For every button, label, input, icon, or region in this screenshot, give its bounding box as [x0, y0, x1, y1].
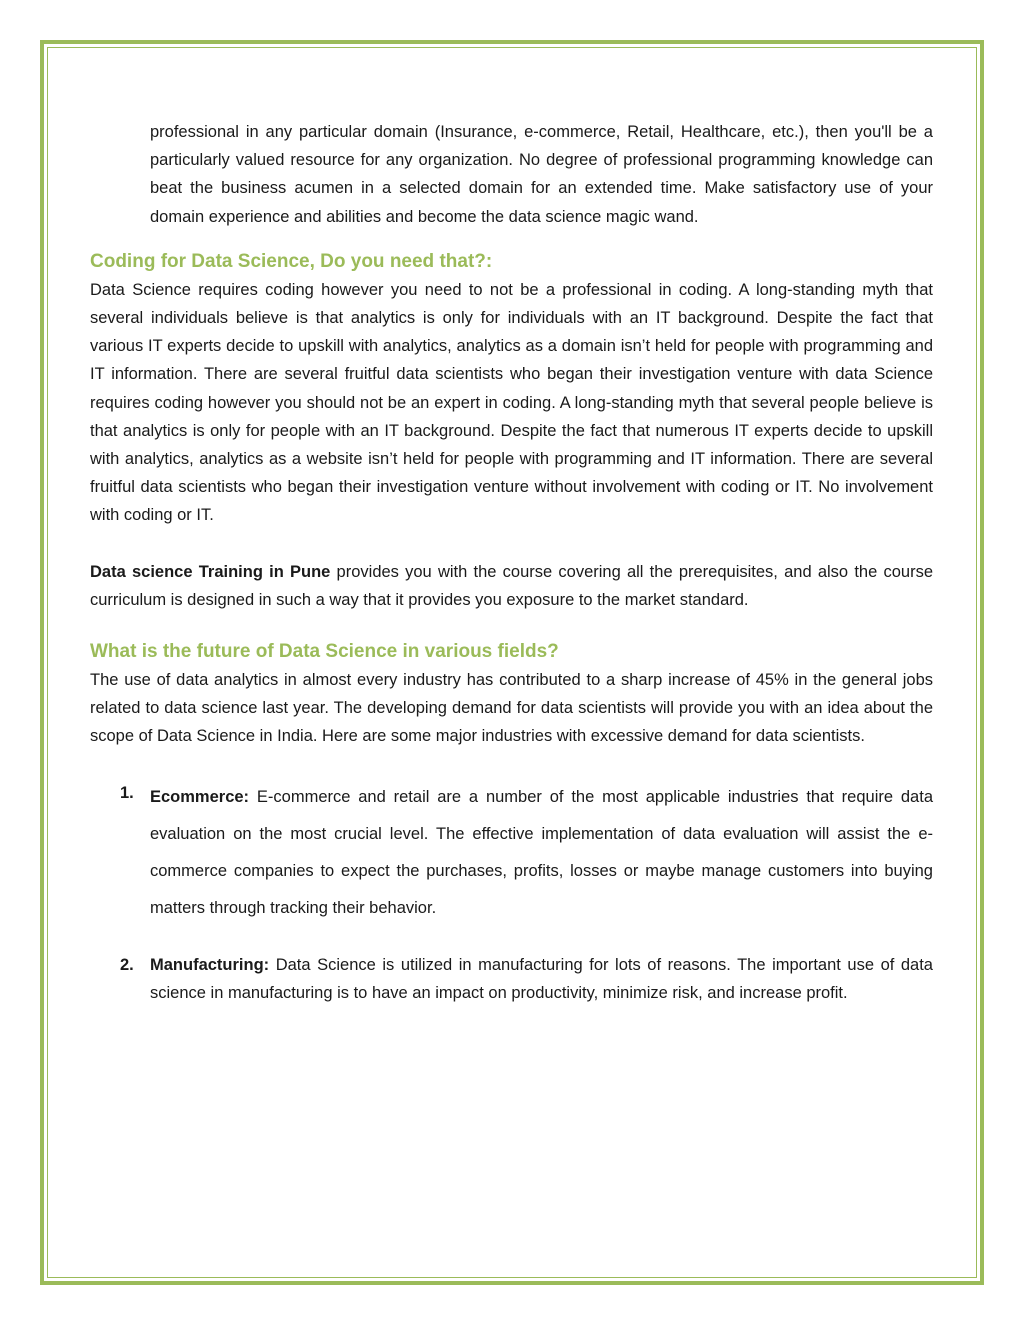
section-heading-coding: Coding for Data Science, Do you need that?: — [90, 250, 493, 272]
list-item-title: Manufacturing: — [150, 955, 270, 974]
list-item-title: Ecommerce: — [150, 787, 250, 806]
list-item-body: Data Science is utilized in manufacturing for lots of reasons. The important use of data science in manufacturing is to have an impact on productivity, minimize risk, and increase profit. — [150, 955, 933, 1002]
training-link-text: Data science Training in Pune — [90, 562, 331, 581]
section-body-future: The use of data analytics in almost every industry has contributed to a sharp increase of 45% in the general jobs related to data science last year. The developing demand for data scientists will provide you with an idea about the scope of Data Science in India. Here are some major industries with excessive demand for data scientists. — [90, 671, 933, 746]
section-body-coding: Data Science requires coding however you need to not be a professional in coding. A long-standing myth that several individuals believe is that analytics is only for individuals with an IT background. Despite the fact that various IT experts decide to upskill with analytics, analytics as a domain isn’t held for people with programming and IT information. There are several fruitful data scientists who began their investigation venture with data Science requires coding however you should not be an expert in coding. A long-standing myth that several people believe is that analytics is only for people with an IT background. Despite the fact that numerous IT experts decide to upskill with analytics, analytics as a website isn’t held for people with programming and IT information. There are several fruitful data scientists who began their investigation venture without involvement with coding or IT. No involvement with coding or IT. — [90, 280, 933, 525]
list-item-text — [150, 951, 933, 1007]
list-item-text — [150, 779, 933, 927]
list-item — [90, 951, 933, 1007]
list-item — [90, 779, 933, 927]
list-item-number: 2. — [120, 955, 134, 974]
document-content — [90, 118, 933, 1007]
industries-list — [90, 779, 933, 1007]
training-paragraph — [90, 558, 933, 614]
training-text: provides you with the course covering all the prerequisites, and also the course curriculum is designed in such a way that it provides you exposure to the market standard. — [90, 562, 933, 609]
section-heading-future: What is the future of Data Science in various fields? — [90, 641, 559, 663]
list-item-body: E-commerce and retail are a number of the most applicable industries that require data evaluation on the most crucial level. The effective implementation of data evaluation will assist the e-commerce companies to expect the purchases, profits, losses or maybe manage customers into buying matters through tracking their behavior. — [150, 787, 933, 917]
intro-paragraph: professional in any particular domain (Insurance, e-commerce, Retail, Healthcare, etc.), then you'll be a particularly valued resource for any organization. No degree of professional programming knowledge can beat the business acumen in a selected domain for an extended time. Make satisfactory use of your domain experience and abilities and become the data science magic wand. — [150, 123, 933, 226]
list-item-number: 1. — [120, 783, 134, 802]
